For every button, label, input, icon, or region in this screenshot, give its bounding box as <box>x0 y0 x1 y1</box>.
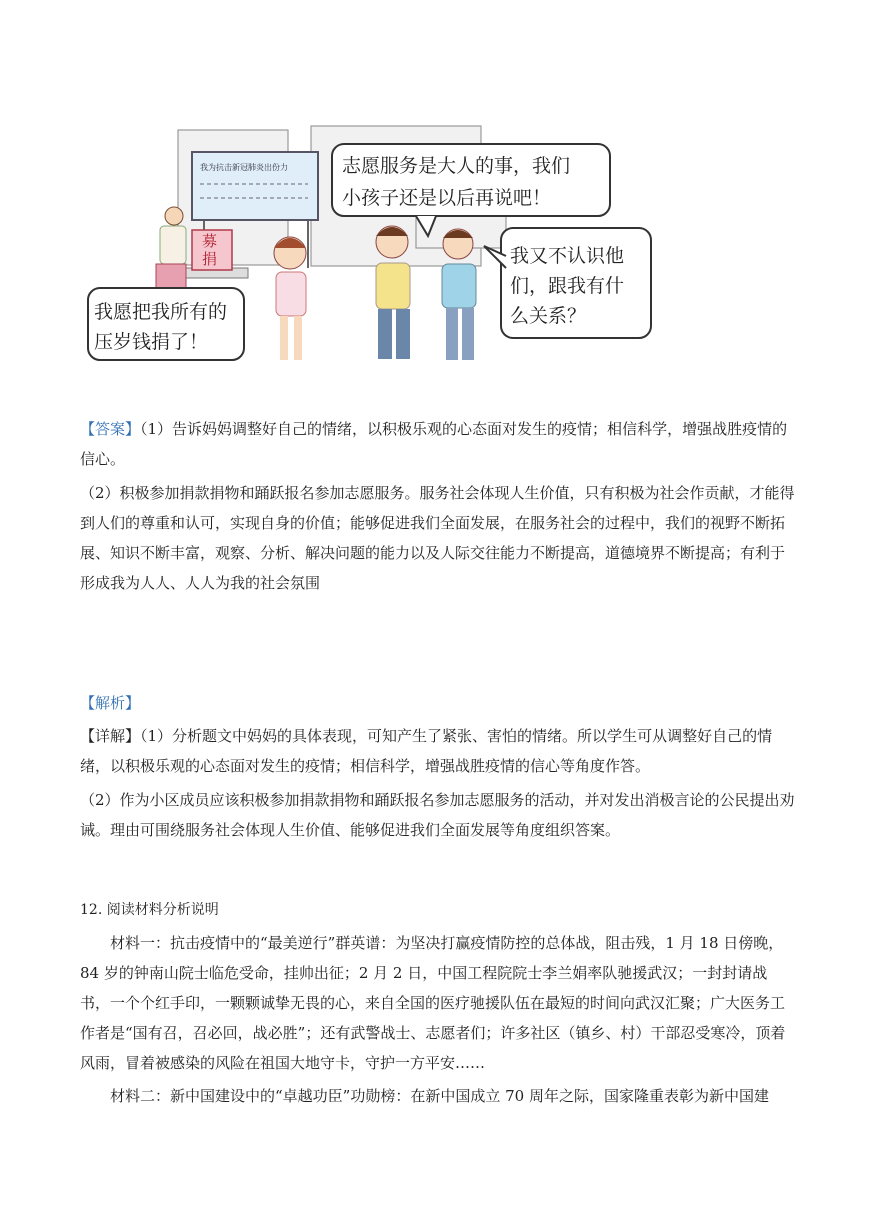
mother-figure <box>156 207 186 298</box>
speech-bubble-left <box>88 288 244 360</box>
boy-center-figure <box>376 226 410 359</box>
donation-box-char-2: 捐 <box>202 250 218 268</box>
analysis-tag: 【解析】 <box>80 694 141 712</box>
analysis-section <box>80 688 795 845</box>
answer-paragraph-1: 【答案】（1）告诉妈妈调整好自己的情绪，以积极乐观的心态面对发生的疫情；相信科学，增强战胜疫情的信心。 <box>80 420 788 468</box>
bubble-center-line-1: 志愿服务是大人的事，我们 <box>342 155 571 177</box>
answer-paragraph-2: （2）积极参加捐款捐物和踊跃报名参加志愿服务。服务社会体现人生价值，只有积极为社会作贡献，才能得到人们的尊重和认可，实现自身的价值；能够促进我们全面发展，在服务社会的过程中，我们的视野不断拓展、知识不断丰富，观察、分析、解决问题的能力以及人际交往能力不断提高，道德境界不断提高；有利于形成我为人人、人人为我的社会氛围 <box>80 484 795 592</box>
board-title: 我为抗击新冠肺炎出份力 <box>200 163 288 172</box>
bubble-left-line-2: 压岁钱捐了！ <box>94 331 209 353</box>
analysis-paragraph-1: 【详解】（1）分析题文中妈妈的具体表现，可知产生了紧张、害怕的情绪。所以学生可从调整好自己的情绪，以积极乐观的心态面对发生的疫情；相信科学，增强战胜疫情的信心等角度作答。 <box>80 727 773 775</box>
bubble-right-line-1: 我又不认识他 <box>510 245 625 267</box>
answer-section <box>80 414 795 598</box>
bubble-left-line-1: 我愿把我所有的 <box>94 301 228 323</box>
analysis-paragraph-2: （2）作为小区成员应该积极参加捐款捐物和踊跃报名参加志愿服务的活动，并对发出消极言论的公民提出劝诫。理由可围绕服务社会体现人生价值、能够促进我们全面发展等角度组织答案。 <box>80 791 795 839</box>
bubble-right-line-3: 么关系？ <box>510 305 587 327</box>
boy-right-figure <box>442 229 476 360</box>
girl-figure <box>274 237 306 360</box>
question-12-heading: 12. 阅读材料分析说明 <box>80 902 219 918</box>
material-2: 材料二：新中国建设中的“卓越功臣”功勋榜：在新中国成立 70 周年之际，国家隆重表彰为新中国建 <box>110 1087 769 1105</box>
answer-tag: 【答案】 <box>80 420 141 438</box>
detail-tag: 【详解】 <box>80 727 141 745</box>
bubble-center-line-2: 小孩子还是以后再说吧！ <box>342 187 552 209</box>
donation-box-char-1: 募 <box>202 232 218 250</box>
question-12-section <box>80 895 795 1111</box>
volunteer-illustration <box>86 118 656 368</box>
material-1: 材料一：抗击疫情中的“最美逆行”群英谱：为坚决打赢疫情防控的总体战，阻击残，1 月 18 日傍晚，84 岁的钟南山院士临危受命，挂帅出征；2 月 2 日，中国工程院院士李兰娟率队驰援武汉；一封封请战书，一个个红手印，一颗颗诚挚无畏的心，来自全国的医疗驰援队伍在最短的时间向武汉汇聚；广大医务工作者是“国有召，召必回，战必胜”；还有武警战士、志愿者们；许多社区（镇乡、村）干部忍受寒冷，顶着风雨，冒着被感染的风险在祖国大地守卡，守护一方平安…… <box>80 934 786 1072</box>
speech-bubble-right <box>484 228 651 338</box>
bubble-right-line-2: 们，跟我有什 <box>510 275 625 297</box>
